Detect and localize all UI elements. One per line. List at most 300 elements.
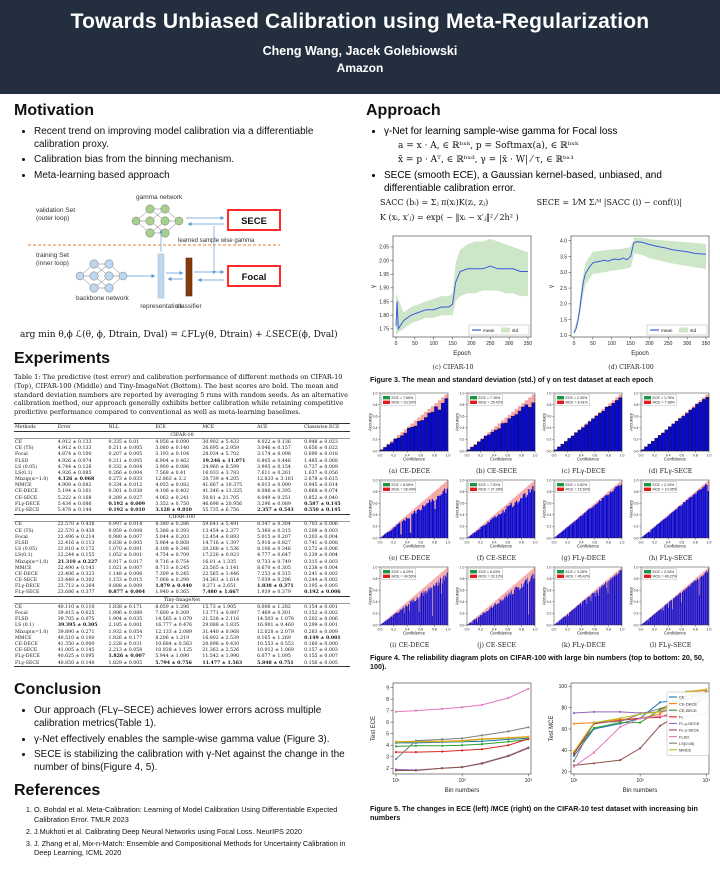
table-cell: 22.496 ± 0.214 — [57, 534, 95, 540]
marker — [573, 766, 575, 768]
table-cell: 1.021 ± 0.007 — [108, 565, 143, 571]
table-cell: 0.160 ± 0.000 — [304, 641, 338, 647]
left-column — [14, 98, 352, 860]
svg-text:Confidence: Confidence — [402, 630, 426, 636]
gamma-network-label: gamma network — [136, 193, 183, 201]
svg-text:0.4: 0.4 — [459, 600, 465, 605]
table-cell: 50.81 ± 21.705 — [202, 495, 240, 501]
table-cell: FLγ-SECE — [14, 660, 57, 667]
svg-text:1.0: 1.0 — [619, 627, 625, 632]
conclusion-bullet-1: • γ-Net effectively enables the sample-wise gamma value (Figure 3). — [34, 733, 352, 746]
table-cell: 1.940 ± 0.365 — [154, 590, 201, 597]
table-cell: 3.995 ± 0.154 — [257, 464, 291, 470]
reliability-diagram-(l) FLγ-SECE — [629, 564, 712, 649]
sece-equations — [380, 198, 712, 222]
reliability-sublabel: (e) CE-DECE — [388, 555, 431, 563]
svg-text:0.0: 0.0 — [459, 623, 465, 628]
svg-text:0.8: 0.8 — [432, 627, 437, 632]
marker — [481, 748, 483, 750]
svg-text:0.8: 0.8 — [432, 540, 437, 545]
table-cell: 0.289 ± 0.027 — [108, 495, 143, 501]
svg-text:1.0: 1.0 — [706, 540, 712, 545]
svg-text:0.4: 0.4 — [372, 426, 378, 431]
marker — [573, 755, 575, 757]
svg-text:Confidence: Confidence — [402, 456, 426, 462]
table-cell: 3.174 ± 0.098 — [257, 452, 291, 458]
table-cell: 0.945 ± 0.014 — [304, 483, 338, 489]
table-cell: FLγ-DECE — [15, 654, 40, 660]
svg-text:0.2: 0.2 — [459, 525, 465, 530]
marker — [395, 742, 397, 744]
svg-text:Confidence: Confidence — [576, 630, 600, 636]
marker — [593, 727, 595, 729]
svg-text:0.2: 0.2 — [633, 612, 639, 617]
svg-text:1.95: 1.95 — [379, 272, 389, 279]
svg-text:0.6: 0.6 — [372, 501, 378, 506]
reliability-diagram-(c) FLγ-DECE — [542, 390, 625, 475]
table-cell: 12.454 ± 0.893 — [202, 534, 240, 540]
table-cell: 0.283 ± 0.009 — [304, 629, 338, 635]
table-cell: 16.901 ± 0.460 — [257, 623, 294, 629]
table-cell: 0.550 ± 0.145 — [303, 507, 350, 514]
svg-text:1.80: 1.80 — [379, 313, 389, 320]
svg-text:10³: 10³ — [702, 778, 710, 785]
reliability-sublabel: (k) FLγ-DECE — [561, 642, 606, 650]
sece-equation: SECE = 1⁄M Σᵢᴹ |SACC (i) − conf(i)| — [536, 198, 683, 208]
svg-text:0.0: 0.0 — [372, 623, 378, 628]
svg-text:0.6: 0.6 — [633, 588, 639, 593]
table-cell: 1.153 ± 0.015 — [108, 578, 143, 584]
svg-text:1.0: 1.0 — [532, 627, 538, 632]
svg-text:1.0: 1.0 — [372, 565, 378, 570]
table-cell: 1.070 ± 0.001 — [108, 547, 143, 553]
gamma-net-eq2: x̃ = p · Aᵀ, ∈ ℝᵇˣᵈ, γ = |x̃ · W| ⁄ τ, ∈ ℝᵇˣ¹ — [398, 154, 574, 165]
classifier-label: classifier — [176, 302, 202, 310]
table-cell: 0.203 ± 0.004 — [304, 534, 338, 540]
reliability-sublabel: (i) CE-DECE — [389, 642, 430, 650]
table-cell: 0.948 ± 0.023 — [304, 439, 338, 445]
svg-text:0.6: 0.6 — [505, 627, 511, 632]
table-cell: 10.684 ± 0.563 — [155, 641, 193, 647]
table-cell: 4.062 ± 0.241 — [155, 495, 190, 501]
svg-text:2.00: 2.00 — [379, 258, 389, 265]
svg-text:0.8: 0.8 — [633, 403, 639, 408]
svg-text:2.0: 2.0 — [560, 302, 567, 309]
table-cell: 5.222 ± 0.168 — [57, 495, 92, 501]
table-cell: 1.485 ± 0.068 — [304, 458, 338, 464]
svg-text:MMCE: MMCE — [679, 747, 692, 753]
table-cell: 40.110 ± 0.110 — [57, 604, 95, 610]
table-cell: 9.733 ± 0.749 — [257, 559, 291, 565]
svg-text:0.4: 0.4 — [459, 426, 465, 431]
svg-text:0.2: 0.2 — [565, 453, 570, 458]
experiments-heading: Experiments — [14, 349, 111, 367]
table-cell: 1.826 ± 0.007 — [108, 654, 146, 660]
table-cell: 20.898 ± 0.430 — [202, 641, 240, 647]
table-section-CIFAR-10: CIFAR-10 — [14, 432, 350, 439]
table-cell: 39.415 ± 0.625 — [57, 611, 95, 617]
svg-text:0.2: 0.2 — [565, 627, 570, 632]
svg-text:1.85: 1.85 — [379, 299, 389, 306]
table-cell: LS(0.1) — [15, 470, 33, 476]
table-cell: 6.805 ± 0.446 — [257, 458, 291, 464]
approach-bullet-sece-text: SECE (smooth ECE), a Gaussian kernel-based, unbiased, and differentiable calibration error. — [384, 170, 662, 195]
table-cell: 0.334 ± 0.012 — [108, 483, 143, 489]
table-cell: 3.900 ± 0.086 — [155, 464, 190, 470]
svg-text:0.4: 0.4 — [633, 426, 639, 431]
reliability-sublabel: (l) FLγ-SECE — [649, 642, 692, 650]
validation-set-label: validation Set — [36, 206, 76, 214]
marker — [593, 763, 595, 765]
marker — [507, 738, 509, 740]
svg-text:0.8: 0.8 — [519, 540, 524, 545]
svg-text:0.8: 0.8 — [546, 490, 552, 495]
svg-text:Confidence: Confidence — [489, 543, 513, 549]
svg-text:0.6: 0.6 — [592, 540, 598, 545]
table-cell: 0.273 ± 0.033 — [108, 477, 143, 483]
marker — [481, 735, 483, 737]
svg-text:1.0: 1.0 — [372, 391, 378, 396]
table-cell: 1.829 ± 0.005 — [107, 660, 154, 667]
table-cell: 29.088 ± 1.835 — [202, 623, 240, 629]
reliability-diagram-(e) CE-DECE — [368, 477, 451, 562]
svg-text:Confidence: Confidence — [663, 543, 687, 549]
table-cell: 0.852 ± 0.040 — [304, 495, 338, 501]
table-cell: Focal — [15, 534, 28, 540]
table-cell: 20.739 ± 4.205 — [202, 477, 240, 483]
references-list — [14, 805, 352, 858]
svg-text:std: std — [512, 328, 519, 334]
svg-text:γ: γ — [371, 285, 377, 289]
table-row — [14, 439, 350, 446]
svg-text:CE-SECE: CE-SECE — [679, 708, 697, 714]
svg-text:Accuracy: Accuracy — [455, 587, 460, 606]
marker — [507, 755, 509, 757]
marker — [461, 744, 463, 746]
table-row — [14, 590, 350, 597]
table-cell: 41.346 ± 13.325 — [202, 489, 243, 495]
svg-text:ECE = 7.91%: ECE = 7.91% — [478, 483, 501, 488]
svg-text:Accuracy: Accuracy — [542, 500, 547, 519]
svg-text:0.4: 0.4 — [546, 600, 552, 605]
svg-text:ECE = 3.28%: ECE = 3.28% — [565, 570, 588, 575]
marker — [441, 745, 443, 747]
motivation-heading: Motivation — [14, 102, 94, 119]
table-cell: 0.959 ± 0.008 — [108, 528, 143, 534]
table-caption: Table 1: The predictive (test error) and calibration performance of different methods on CIFAR-10 (Top), CIFAR-100 (Middle) and Tiny-ImageNet (Bottom). The best scores are bold. The mean and standard deviation numbers are reported by averaging 5 runs with random seeds. As an alternative calibration method, our approach generally exhibits better calibration while retaining competitive predictive performance compared to conventional as well as meta-learning baselines. — [14, 372, 349, 417]
table-cell: 0.299 ± 0.001 — [304, 623, 338, 629]
table-cell: 0.737 ± 0.009 — [304, 464, 338, 470]
svg-text:0.6: 0.6 — [679, 453, 685, 458]
svg-text:ECE = 2.39%: ECE = 2.39% — [565, 396, 588, 401]
svg-text:1.0: 1.0 — [532, 453, 538, 458]
table-cell: 7.253 ± 0.315 — [257, 571, 291, 577]
svg-text:MCE = 28.49%: MCE = 28.49% — [391, 487, 416, 492]
table-cell: 5.044 ± 0.203 — [155, 534, 190, 540]
svg-text:0.2: 0.2 — [372, 525, 378, 530]
svg-text:350: 350 — [701, 341, 711, 348]
table-cell: 22.416 ± 0.113 — [57, 540, 95, 546]
gamma-net-eq1: a = x · A, ∈ ℝᵇˣᵏ, p = Softmax(a), ∈ ℝᵇˣᵏ — [398, 141, 579, 151]
table-cell: 3.046 ± 0.157 — [257, 446, 291, 452]
table-cell: 55.735 ± 6.756 — [201, 507, 256, 514]
svg-text:0.2: 0.2 — [565, 540, 570, 545]
table-cell: 0.211 ± 0.005 — [108, 458, 143, 464]
std-band — [396, 239, 528, 335]
marker — [639, 718, 641, 720]
svg-text:MCE = 10.05%: MCE = 10.05% — [652, 487, 677, 492]
table-column-header: Classwise ECE — [303, 424, 350, 432]
table-cell: 12.863 ± 3.2 — [155, 477, 187, 483]
marker — [639, 748, 641, 750]
table-cell: 4.912 ± 0.133 — [57, 446, 92, 452]
svg-text:Accuracy: Accuracy — [455, 413, 460, 432]
table-cell: 0.208 ± 0.003 — [304, 528, 338, 534]
svg-text:1.0: 1.0 — [546, 565, 552, 570]
table-cell: 7.309 ± 0.245 — [155, 571, 190, 577]
reliability-diagram-(h) FLγ-SECE — [629, 477, 712, 562]
svg-text:0.6: 0.6 — [418, 540, 424, 545]
svg-text:100: 100 — [607, 341, 616, 348]
svg-text:0.4: 0.4 — [404, 627, 410, 632]
table-column-header: ECE — [154, 424, 201, 432]
svg-text:SECE: SECE — [241, 215, 267, 227]
table-cell: 1.838 ± 0.371 — [257, 584, 294, 590]
reliability-diagram-(a) CE-DECE — [368, 390, 451, 475]
reliability-sublabel: (a) CE-DECE — [388, 468, 431, 476]
table-cell: 7.039 ± 0.296 — [257, 578, 291, 584]
table-cell: 8.206 ± 1.219 — [155, 635, 190, 641]
table-cell: LS(0.1) — [15, 553, 33, 559]
svg-text:0.8: 0.8 — [372, 577, 378, 582]
svg-text:FL: FL — [679, 714, 684, 720]
table-cell: 13.771 ± 0.897 — [202, 611, 240, 617]
svg-text:3.0: 3.0 — [560, 270, 567, 277]
table-cell: 16.777 ± 0.476 — [155, 623, 193, 629]
marker — [573, 723, 575, 725]
svg-text:1.90: 1.90 — [379, 286, 389, 293]
svg-text:0.2: 0.2 — [652, 540, 657, 545]
table-cell: 22.570 ± 0.438 — [57, 528, 95, 534]
approach-bullet-sece — [384, 169, 712, 195]
svg-text:1.0: 1.0 — [445, 540, 451, 545]
svg-text:FL-γ-DECE: FL-γ-DECE — [679, 721, 700, 727]
table-cell: CE-DECE — [15, 641, 38, 647]
table-cell: 3.296 ± 0.089 — [257, 501, 291, 507]
svg-text:1.0: 1.0 — [633, 391, 639, 396]
svg-text:FL-γ-SECE: FL-γ-SECE — [679, 728, 700, 734]
marker — [395, 751, 397, 753]
table-cell: 22.244 ± 0.155 — [57, 553, 95, 559]
table-column-header: Methods — [14, 424, 57, 432]
table-cell: 14.716 ± 1.397 — [202, 540, 240, 546]
table-cell: 1.826 ± 0.177 — [108, 635, 143, 641]
svg-text:60: 60 — [561, 727, 567, 734]
svg-text:γ: γ — [549, 285, 555, 289]
table-cell: 0.838 ± 0.005 — [108, 540, 143, 546]
table-cell: 39.890 ± 0.271 — [57, 629, 95, 635]
marker — [395, 758, 397, 760]
svg-text:1.0: 1.0 — [619, 540, 625, 545]
svg-text:0.8: 0.8 — [432, 453, 437, 458]
svg-text:0.8: 0.8 — [606, 540, 611, 545]
table-cell: 30.902 ± 5.433 — [202, 439, 240, 445]
svg-text:2.05: 2.05 — [379, 245, 389, 252]
table-cell: 4.926 ± 0.074 — [57, 458, 92, 464]
svg-text:0.0: 0.0 — [459, 536, 465, 541]
table-cell: 5.964 ± 0.808 — [155, 540, 190, 546]
svg-text:0.6: 0.6 — [372, 588, 378, 593]
table-cell: 21.810 ± 0.172 — [57, 547, 95, 553]
table-cell: 16.01 ± 1.335 — [202, 559, 237, 565]
table-cell: 0.241 ± 0.002 — [304, 571, 338, 577]
svg-text:ECE = 8.05%: ECE = 8.05% — [391, 483, 414, 488]
marker — [415, 710, 417, 712]
motivation-bullet-1: • Calibration bias from the binning mechanism. — [34, 153, 352, 166]
marker — [461, 706, 463, 708]
svg-text:4: 4 — [386, 743, 389, 750]
table-cell: 8.271 ± 2.651 — [202, 584, 237, 590]
table-cell: 0.266 ± 0.004 — [108, 470, 143, 476]
svg-text:100: 100 — [558, 684, 567, 691]
svg-text:(inner loop): (inner loop) — [36, 259, 69, 267]
svg-text:0.0: 0.0 — [459, 449, 465, 454]
marker — [619, 711, 621, 713]
svg-text:1.0: 1.0 — [459, 565, 465, 570]
table-cell: 11.477 ± 1.563 — [201, 660, 256, 667]
table-cell: 23.712 ± 0.264 — [57, 584, 95, 590]
marker — [705, 689, 707, 691]
table-cell: 5.848 ± 0.751 — [256, 660, 303, 667]
svg-text:10¹: 10¹ — [570, 778, 578, 785]
references-heading: References — [14, 782, 101, 800]
svg-text:0.0: 0.0 — [638, 627, 644, 632]
table-cell: 0.703 ± 0.006 — [304, 522, 338, 528]
backbone-network-glyph — [76, 260, 127, 292]
approach-bullet-gamma-net-text: γ-Net for learning sample-wise gamma for Focal loss — [384, 126, 618, 137]
svg-text:5: 5 — [386, 731, 389, 738]
svg-text:0.8: 0.8 — [519, 453, 524, 458]
table-row — [14, 521, 350, 528]
svg-text:0.0: 0.0 — [372, 449, 378, 454]
marker — [659, 715, 661, 717]
svg-text:0.4: 0.4 — [459, 513, 465, 518]
marker — [527, 747, 529, 749]
table-cell: LS (0.1) — [15, 623, 34, 629]
svg-text:0.0: 0.0 — [464, 540, 470, 545]
svg-text:10²: 10² — [458, 778, 466, 785]
table-cell: 0.888 ± 0.009 — [108, 584, 143, 590]
svg-text:Bin numbers: Bin numbers — [622, 787, 658, 795]
marker — [441, 767, 443, 769]
svg-text:ECE = 2.19%: ECE = 2.19% — [652, 483, 675, 488]
svg-text:std: std — [690, 328, 697, 334]
table-cell: 5.944 ± 1.090 — [155, 654, 190, 660]
table-cell: 5.360 ± 0.315 — [257, 528, 291, 534]
table-cell: 3.080 ± 0.140 — [155, 446, 190, 452]
svg-text:50: 50 — [590, 341, 596, 348]
svg-text:0.0: 0.0 — [633, 449, 639, 454]
svg-text:0.2: 0.2 — [546, 525, 552, 530]
svg-text:0.6: 0.6 — [459, 501, 465, 506]
training-set-label: training Set — [36, 251, 69, 259]
marker — [659, 708, 661, 710]
marker — [395, 711, 397, 713]
svg-text:MCE = 15.52%: MCE = 15.52% — [565, 487, 590, 492]
reliability-diagram-(d) FLγ-SECE — [629, 390, 712, 475]
svg-text:MCE = 45.42%: MCE = 45.42% — [565, 574, 590, 579]
reliability-sublabel: (f) CE-SECE — [476, 555, 517, 563]
svg-text:0.6: 0.6 — [592, 453, 598, 458]
approach-list — [366, 125, 712, 195]
table-cell: LS (0.05) — [15, 464, 37, 470]
sacc-equation: SACC (bᵢ) = Σⱼ π(xᵢ)K(zᵢ, zⱼ) — [380, 198, 489, 208]
results-table — [14, 423, 350, 667]
svg-text:1.0: 1.0 — [532, 540, 538, 545]
svg-text:Focal: Focal — [241, 271, 267, 283]
table-cell: 24.960 ± 8.599 — [202, 464, 240, 470]
table-cell: 41.350 ± 0.000 — [57, 641, 95, 647]
svg-text:50: 50 — [412, 341, 418, 348]
table-cell: 22.570 ± 0.438 — [57, 522, 95, 528]
svg-text:Test MCE: Test MCE — [549, 715, 555, 742]
svg-text:(outer loop): (outer loop) — [36, 214, 70, 222]
svg-text:0.2: 0.2 — [478, 540, 483, 545]
table-cell: Mixup(α=1.0) — [15, 629, 49, 635]
table-cell: 8.106 ± 0.346 — [257, 547, 291, 553]
svg-text:300: 300 — [504, 341, 514, 348]
marker — [527, 688, 529, 690]
reference-item-0: 1. O. Bohdal et al. Meta-Calibration: Learning of Model Calibration Using Differentiable Expected Calibration Error. TMLR 2023 — [34, 805, 352, 825]
table-cell: 0.154 ± 0.001 — [304, 604, 338, 610]
svg-text:0.0: 0.0 — [551, 627, 557, 632]
svg-text:0.4: 0.4 — [633, 513, 639, 518]
table-cell: 40.510 ± 0.100 — [57, 635, 95, 641]
svg-text:0.4: 0.4 — [404, 453, 410, 458]
table-cell: FLSD — [15, 458, 29, 464]
table-cell: 4.754 ± 0.709 — [155, 553, 190, 559]
svg-text:Confidence: Confidence — [576, 543, 600, 549]
table-cell: 5.794 ± 0.756 — [154, 660, 201, 667]
table-cell: 1.637 ± 0.056 — [304, 470, 338, 476]
table-cell: 0.152 ± 0.002 — [304, 611, 338, 617]
table-cell: 1.148 ± 0.006 — [108, 571, 143, 577]
svg-text:0.6: 0.6 — [459, 414, 465, 419]
table-cell: 40.850 ± 0.140 — [57, 660, 108, 667]
svg-text:20: 20 — [561, 770, 567, 777]
table-row — [14, 660, 350, 667]
reliability-diagram-(f) CE-SECE — [455, 477, 538, 562]
svg-text:0.8: 0.8 — [633, 577, 639, 582]
table-section-Tiny-ImageNet: Tiny-ImageNet — [14, 597, 350, 604]
table-cell: 16.033 ± 3.783 — [202, 470, 240, 476]
marker — [619, 721, 621, 723]
marker — [619, 759, 621, 761]
svg-text:0.8: 0.8 — [459, 490, 465, 495]
table-cell: 4.126 ± 0.068 — [57, 477, 95, 483]
learned-gamma-label: learned sample wise gamma — [178, 237, 255, 244]
table-cell: 1.879 ± 0.440 — [155, 584, 192, 590]
svg-text:0.0: 0.0 — [377, 453, 383, 458]
chart-sublabel: (c) CIFAR-10 — [432, 364, 474, 372]
svg-text:200: 200 — [645, 341, 654, 348]
marker — [415, 770, 417, 772]
svg-text:0.6: 0.6 — [592, 627, 598, 632]
table-cell: 4.874 ± 0.100 — [57, 452, 92, 458]
svg-text:MCE = 25.42%: MCE = 25.42% — [478, 400, 503, 405]
table-cell: 1.996 ± 0.089 — [108, 611, 143, 617]
marker — [415, 741, 417, 743]
